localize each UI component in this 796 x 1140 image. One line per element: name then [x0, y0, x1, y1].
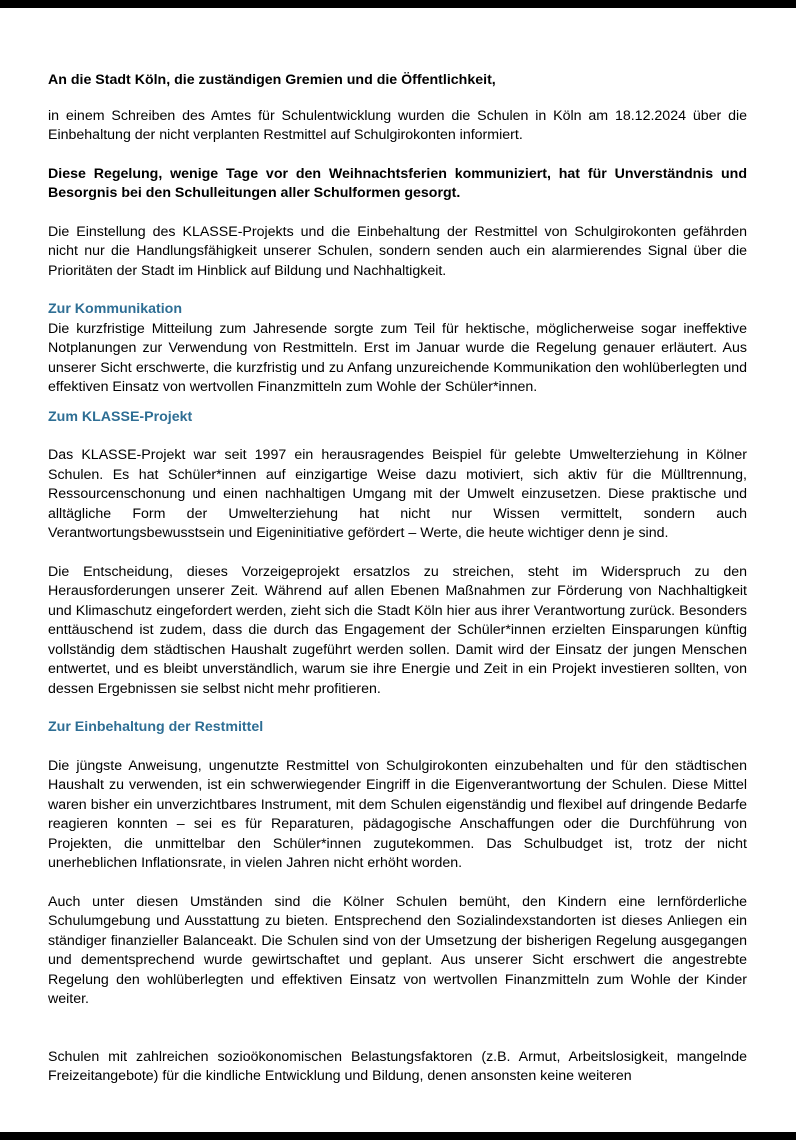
section-heading-communication: Zur Kommunikation [48, 301, 182, 317]
klasse-paragraph-2: Die Entscheidung, dieses Vorzeigeprojekt ersatzlos zu streichen, steht im Widerspruch zu den Herausforderungen unserer Zeit. Während auf allen Ebenen Maßnahmen zur Förderung von Nachhaltigkeit und Klimaschutz eingefordert werden, zieht sich die Stadt Köln hier aus ihrer Verantwortung zurück. Besonders enttäuschend ist zudem, dass die durch das Engagement der Schüler*innen erzielten Einsparungen künftig vollständig dem städtischen Haushalt zugeführt werden sollen. Damit wird der Einsatz der jungen Menschen entwertet, und es bleibt unverständlich, warum sie ihre Energie und Zeit in ein Projekt investieren sollten, von dessen Ergebnissen sie selbst nicht mehr profitieren. [48, 563, 747, 697]
klasse-paragraph-1: Das KLASSE-Projekt war seit 1997 ein herausragendes Beispiel für gelebte Umwelterziehung in Kölner Schulen. Es hat Schüler*innen auf einzigartige Weise dazu motiviert, sich aktiv für die Mülltrennung, Ressourcenschonung und einen nachhaltigen Umgang mit der Umwelt einzusetzen. Diese praktische und alltägliche Form der Umwelterziehung hat nicht nur Wissen vermittelt, sondern auch Verantwortungsbewusstsein und Eigeninitiative gefördert – Werte, die heute wichtiger denn je sind. [48, 447, 747, 541]
concern-paragraph: Diese Regelung, wenige Tage vor den Weihnachtsferien kommuniziert, hat für Unverständnis und Besorgnis bei den Schulleitungen aller Schulformen gesorgt. [48, 165, 747, 201]
restmittel-paragraph-3: Schulen mit zahlreichen sozioökonomischen Belastungsfaktoren (z.B. Armut, Arbeitslosigkeit, mangelnde Freizeitangebote) für die kindliche Entwicklung und Bildung, denen ansonsten keine weiteren [48, 1048, 747, 1084]
intro-paragraph: in einem Schreiben des Amtes für Schulentwicklung wurden die Schulen in Köln am 18.12.2024 über die Einbehaltung der nicht verplanten Restmittel auf Schulgirokonten informiert. [48, 107, 747, 143]
communication-paragraph: Die kurzfristige Mitteilung zum Jahresende sorgte zum Teil für hektische, möglicherweise sogar ineffektive Notplanungen zur Verwendung von Restmitteln. Erst im Januar wurde die Regelung genauer erläutert. Aus unserer Sicht erschwerte, die kurzfristig und zu Anfang unzureichende Kommunikation den wohlüberlegten und effektiven Einsatz von wertvollen Finanzmitteln zum Wohle der Schüler*innen. [48, 320, 747, 395]
section-heading-klasse: Zum KLASSE-Projekt [48, 408, 193, 425]
document-page [0, 8, 796, 1132]
restmittel-paragraph-1: Die jüngste Anweisung, ungenutzte Restmittel von Schulgirokonten einzubehalten und für den städtischen Haushalt zu verwenden, ist ein schwerwiegender Eingriff in die Eigenverantwortung der Schulen. Diese Mittel waren bisher ein unverzichtbares Instrument, mit dem Schulen eigenständig und flexibel auf dringende Bedarfe reagieren konnten – sei es für Reparaturen, pädagogische Anschaffungen oder die Durchführung von Projekten, die unmittelbar den Schüler*innen zugutekommen. Das Schulbudget ist, trotz der nicht unerheblichen Inflationsrate, in vielen Jahren nicht erhöht worden. [48, 757, 747, 871]
overview-paragraph: Die Einstellung des KLASSE-Projekts und die Einbehaltung der Restmittel von Schulgirokonten gefährden nicht nur die Handlungsfähigkeit unserer Schulen, sondern senden auch ein alarmierendes Signal über die Prioritäten der Stadt im Hinblick auf Bildung und Nachhaltigkeit. [48, 223, 747, 279]
letter-body [48, 71, 747, 1087]
restmittel-paragraph-2: Auch unter diesen Umständen sind die Kölner Schulen bemüht, den Kindern eine lernförderliche Schulumgebung und Ausstattung zu bieten. Entsprechend den Sozialindexstandorten ist dieses Anliegen ein ständiger finanzieller Balanceakt. Die Schulen sind von der Umsetzung der bisherigen Regelung ausgegangen und dementsprechend wurde gewirtschaftet und geplant. Aus unserer Sicht erschwert die angestrebte Regelung den wohlüberlegten und effektiven Einsatz von wertvollen Finanzmitteln zum Wohle der Kinder weiter. [48, 893, 747, 1007]
section-heading-restmittel: Zur Einbehaltung der Restmittel [48, 719, 264, 735]
salutation: An die Stadt Köln, die zuständigen Gremien und die Öffentlichkeit, [48, 72, 496, 88]
